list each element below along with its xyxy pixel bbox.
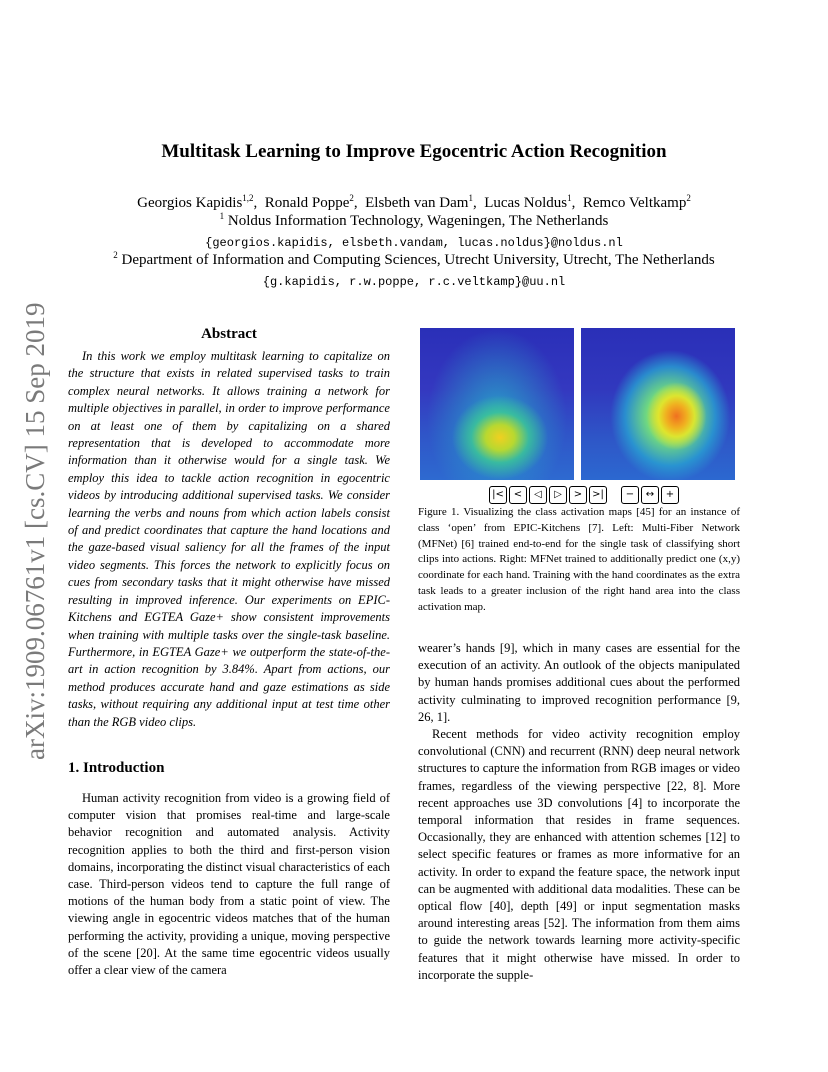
author-name: Georgios Kapidis [137, 195, 243, 211]
affiliation-text: Noldus Information Technology, Wageningen, The Netherlands [227, 213, 609, 229]
right-paragraph-1: wearer’s hands [9], which in many cases are essential for the execution of an activity. An outlook of the objects manipulated by human hands promises additional cues about the performed activity culminating to improved recognition performance [9, 26, 1]. [418, 641, 740, 724]
affiliation-marker: 2 [113, 250, 118, 260]
affiliation-1 [0, 213, 828, 230]
right-paragraph-2: Recent methods for video activity recognition employ convolutional (CNN) and recurrent (RNN) deep neural network structures to capture the information from RGB images or video frames, regardless of the viewing perspective [22, 8]. More recent approaches use 3D convolutions [4] to incorporate the temporal information that resides in frame sequences. Occasionally, they are enhanced with attention schemes [12] to select specific features or frames as more informative for an activity. In order to expand the feature space, the network input can be augmented with additional data modalities. These can be optical flow [40], depth [49] or input segmentation masks around interesting areas [52]. The information from them aims to guide the network towards learning more activity-specific features that it might otherwise have missed. In order to incorporate the supple- [418, 727, 740, 982]
animation-controls [489, 486, 679, 506]
affiliation-2 [0, 252, 828, 269]
abstract-paragraph: In this work we employ multitask learning to capitalize on the structure that exists in related supervised tasks to train complex neural networks. It allows training a network for multiple objectives in parallel, in order to improve performance on at least one of them by capitalizing on a shared representation that is developed to accommodate more information than it otherwise would for a single task. We employ this idea to tackle action recognition in egocentric videos by introducing additional supervised tasks. We consider learning the verbs and nouns from which action labels consist of and predict coordinates that capture the hand locations and the gaze-based visual saliency for all the frames of the input video segments. This forces the network to explicitly focus on cues from secondary tasks that it might otherwise have missed resulting in improved inference. Our experiments on EPIC-Kitchens and EGTEA Gaze+ show consistent improvements when training with multiple tasks over the single-task baseline. Furthermore, in EGTEA Gaze+ we outperform the state-of-the-art in action recognition by 3.84%. Apart from actions, our method produces accurate hand and gaze estimations as side tasks, without requiring any additional input at test time other than the RGB video clips. [68, 349, 390, 729]
figure-1-caption: Figure 1. Visualizing the class activation maps [45] for an instance of class ‘open’ from EPIC-Kitchens [7]. Left: Multi-Fiber Network (MFNet) [6] trained end-to-end for the single task of classifying short clips into actions. Right: MFNet trained to additionally predict one (x,y) coordinate for each hand. Training with the hand coordinates as the extra task leads to a greater inclusion of the right hand area into the class activation map. [418, 506, 740, 613]
affiliation-text: Department of Information and Computing Sciences, Utrecht University, Utrecht, The Netherlands [121, 252, 715, 268]
paper-title: Multitask Learning to Improve Egocentric Action Recognition [161, 141, 667, 162]
play-forward-button[interactable]: ▷ [549, 486, 567, 504]
controls-spacer [609, 486, 619, 506]
author-name: Lucas Noldus [484, 195, 568, 211]
author-affiliation-marker: 1,2 [242, 193, 254, 203]
reset-speed-button[interactable]: ↔ [641, 486, 659, 504]
activation-map-multitask [581, 328, 735, 480]
author-affiliation-marker: 2 [686, 193, 691, 203]
affiliation-1-emails: {georgios.kapidis, elsbeth.vandam, lucas.noldus}@noldus.nl [205, 236, 623, 250]
first-frame-button[interactable]: |< [489, 486, 507, 504]
slower-button[interactable]: − [621, 486, 639, 504]
step-forward-button[interactable]: > [569, 486, 587, 504]
author-affiliation-marker: 1 [567, 193, 572, 203]
author-list: Georgios Kapidis$^{1,2}$, Ronald Poppe$^2$, Elsbeth van Dam$^1$, Lucas Noldus$^1$, Remco Veltkamp$^2$ [137, 193, 691, 211]
section-heading-introduction: 1. Introduction [68, 760, 165, 776]
activation-map-single-task [420, 328, 574, 480]
author-name: Elsbeth van Dam [365, 195, 469, 211]
affiliation-marker: 1 [219, 211, 225, 221]
author-affiliation-marker: 2 [349, 193, 354, 203]
faster-button[interactable]: + [661, 486, 679, 504]
arxiv-stamp: arXiv:1909.06761v1 [cs.CV] 15 Sep 2019 [20, 302, 50, 760]
author-name: Ronald Poppe [264, 195, 350, 211]
step-back-button[interactable]: < [509, 486, 527, 504]
introduction-text [68, 790, 390, 979]
abstract-heading: Abstract [201, 326, 257, 342]
author-affiliation-marker: 1 [468, 193, 473, 203]
right-column-text [418, 640, 740, 984]
last-frame-button[interactable]: >| [589, 486, 607, 504]
intro-paragraph: Human activity recognition from video is a growing field of computer vision that promises real-time and large-scale behavior recognition and automated analysis. Activity recognition applies to both the third and first-person vision domains, incorporating the distinct visual characteristics of each case. Third-person videos tend to capture the full range of motions of the human body from a static point of view. The viewing angle in egocentric videos matches that of the human performing the activity, providing a unique, moving perspective of the scene [20]. At the same time egocentric videos usually offer a clear view of the camera [68, 791, 390, 978]
abstract-text [68, 348, 390, 731]
figure-1 [420, 328, 744, 480]
author-name: Remco Veltkamp [582, 195, 687, 211]
affiliation-2-emails: {g.kapidis, r.w.poppe, r.c.veltkamp}@uu.nl [262, 275, 566, 289]
play-backward-button[interactable]: ◁ [529, 486, 547, 504]
